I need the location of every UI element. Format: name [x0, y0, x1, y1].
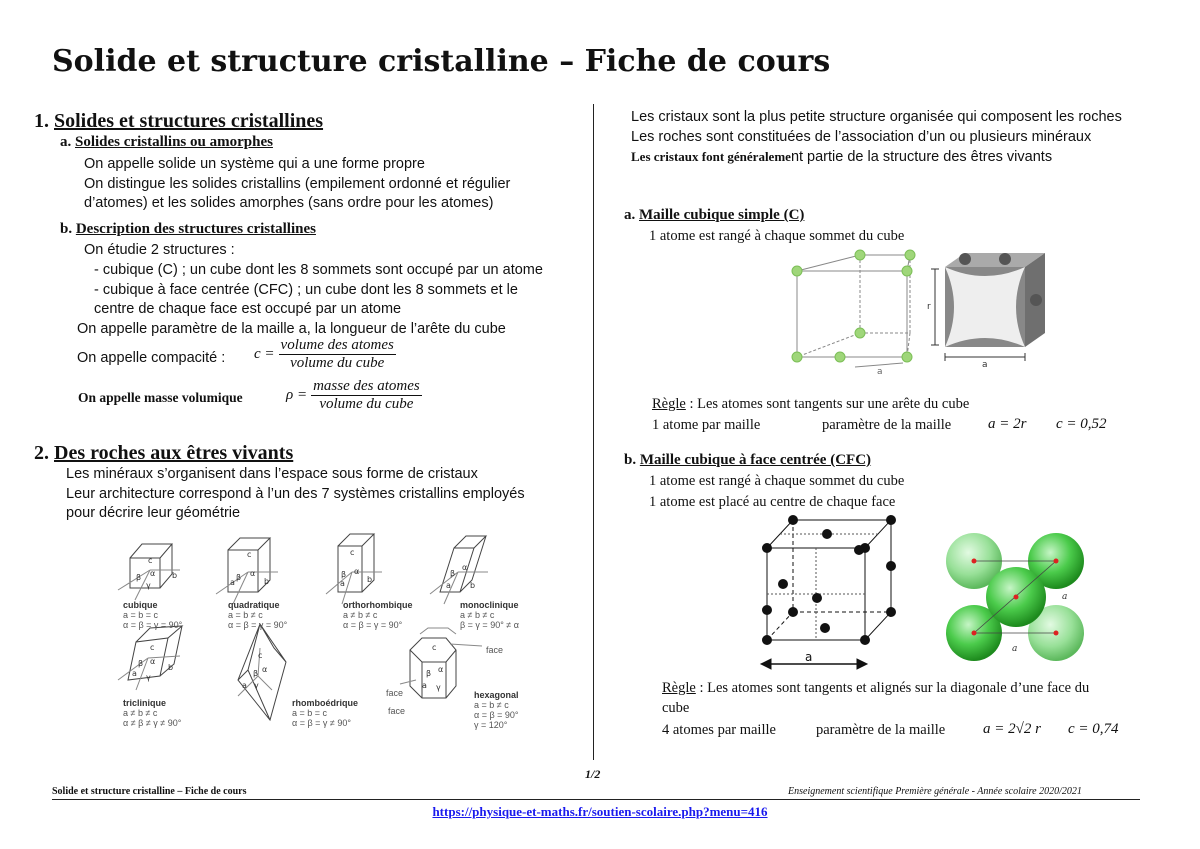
system-caption-monoclinique [460, 600, 519, 630]
hexagonal-cell-icon [400, 628, 482, 698]
edge-label-a: a [1012, 644, 1018, 654]
system-angles: β = γ = 90° ≠ α [460, 620, 519, 630]
svg-text:α: α [354, 567, 360, 576]
rule-label: Règle [662, 680, 696, 696]
system-lengths: a ≠ b ≠ c [123, 708, 158, 718]
section-2-heading [34, 442, 293, 465]
svg-text:c: c [258, 651, 263, 660]
quadratique-cell-icon [216, 538, 278, 604]
system-gamma: γ = 120° [474, 720, 508, 730]
section-1-title: Solides et structures cristallines [54, 110, 324, 132]
simple-param-label: paramètre de la maille [822, 417, 952, 433]
svg-text:γ: γ [254, 681, 259, 690]
section-2-number: 2. [34, 442, 49, 464]
subsection-1b-heading [60, 221, 316, 238]
text-line: d’atomes) et les solides amorphes (sans ordre pour les atomes) [84, 195, 494, 211]
svg-text:β: β [138, 659, 144, 668]
system-caption-quadratique [228, 600, 287, 630]
svg-text:a: a [340, 579, 345, 588]
footer-rule [52, 799, 1140, 800]
text-line: - cubique à face centrée (CFC) ; un cube dont les 8 sommets et le [94, 282, 518, 298]
simple-compacity: c = 0,52 [1056, 416, 1107, 432]
hexagonal-face-label: face [388, 706, 406, 716]
system-name: hexagonal [474, 690, 519, 700]
compacite-fraction [279, 337, 396, 372]
cubique-cell-icon [118, 544, 180, 600]
system-lengths: a = b ≠ c [474, 700, 509, 710]
text-line: centre de chaque face est occupé par un atome [94, 301, 402, 317]
simple-rule [652, 396, 969, 413]
system-angles: α = β = γ = 90° [228, 620, 288, 630]
fcc-rule-continued: cube [662, 700, 690, 716]
system-angles: α = β = 90° [474, 710, 519, 720]
footer-right-text: Enseignement scientifique Première générale - Année scolaire 2020/2021 [788, 786, 1082, 797]
svg-text:α: α [150, 657, 156, 666]
atom-dots [792, 250, 915, 362]
monoclinique-cell-icon [430, 536, 488, 604]
text-line: Les minéraux s’organisent dans l’espace sous forme de cristaux [66, 466, 478, 482]
intro-bold-part: Les cristaux font généraleme [631, 149, 791, 164]
svg-text:γ: γ [146, 673, 151, 682]
svg-text:β: β [236, 573, 242, 582]
hexagonal-face-label: face [486, 645, 504, 655]
column-divider [593, 104, 594, 760]
radius-label: r [927, 302, 931, 312]
svg-text:a: a [242, 681, 247, 690]
svg-text:α: α [438, 665, 444, 674]
svg-text:a: a [132, 669, 137, 678]
simple-param-formula: a = 2r [988, 416, 1027, 432]
edge-label-a: a [805, 650, 813, 664]
svg-text:c: c [148, 556, 153, 565]
fraction-numerator: masse des atomes [313, 378, 420, 394]
subsection-1a-text [84, 155, 510, 214]
section-1-heading [34, 110, 323, 133]
svg-text:c: c [350, 548, 355, 557]
system-name: triclinique [123, 698, 167, 708]
fraction-numerator: volume des atomes [280, 337, 394, 353]
text-line: pour décrire leur géométrie [66, 505, 241, 521]
system-angles: α = β = γ = 90° [123, 620, 183, 630]
system-name: rhomboédrique [292, 698, 359, 708]
text-line: Leur architecture correspond à l’un des 7 systèmes cristallins employés [66, 485, 525, 502]
section-1-number: 1. [34, 110, 49, 132]
system-lengths: a = b = c [123, 610, 159, 620]
system-caption-cubique [123, 600, 182, 630]
right-intro-line: Les roches sont constituées de l’association d’un ou plusieurs minéraux [631, 129, 1092, 145]
svg-text:b: b [168, 663, 174, 672]
edge-label-a: a [1062, 592, 1068, 602]
svg-text:α: α [262, 665, 268, 674]
svg-text:c: c [150, 643, 155, 652]
edge-label-a: a [982, 360, 988, 370]
svg-text:a: a [422, 681, 427, 690]
cfc-text-line: 1 atome est rangé à chaque sommet du cube [649, 473, 905, 489]
rule-text: : Les atomes sont tangents et alignés sur la diagonale d’une face du [695, 680, 1090, 696]
svg-text:α: α [250, 569, 256, 578]
subsection-b-number: b. [624, 452, 637, 468]
text-line: On appelle solide un système qui a une forme propre [84, 156, 425, 172]
system-name: cubique [123, 600, 158, 610]
svg-text:γ: γ [436, 683, 441, 692]
text-line: On distingue les solides cristallins (empilement ordonné et régulier [84, 175, 511, 192]
system-name: quadratique [228, 600, 280, 610]
compacite-symbol: c = [254, 346, 275, 362]
subsection-1a-number: a. [60, 134, 72, 150]
compacite-label: On appelle compacité : [77, 350, 226, 366]
system-angles: α = β = γ = 90° [343, 620, 403, 630]
svg-text:a: a [446, 581, 451, 590]
right-intro-line [631, 148, 1052, 168]
svg-text:a: a [230, 578, 235, 587]
fcc-param-label: paramètre de la maille [816, 722, 946, 738]
section-2-title: Des roches aux êtres vivants [54, 442, 294, 464]
simple-cubic-packing-image [925, 245, 1050, 370]
svg-text:β: β [426, 669, 432, 678]
system-lengths: a = b ≠ c [228, 610, 263, 620]
section-2-text [66, 465, 525, 524]
subsection-1a-title: Solides cristallins ou amorphes [75, 134, 273, 150]
subsection-a-heading [624, 207, 804, 224]
svg-text:b: b [367, 575, 373, 584]
system-angles: α ≠ β ≠ γ ≠ 90° [123, 718, 182, 728]
fraction-denominator: volume du cube [319, 396, 414, 412]
fraction-denominator: volume du cube [290, 355, 385, 371]
subsection-a-title: Maille cubique simple (C) [639, 207, 805, 223]
simple-atom-count: 1 atome par maille [652, 417, 761, 433]
subsection-a-number: a. [624, 207, 636, 223]
rule-text: : Les atomes sont tangents sur une arête du cube [685, 396, 970, 412]
svg-text:α: α [150, 569, 156, 578]
svg-text:γ: γ [146, 581, 151, 590]
compacite-formula [254, 337, 396, 372]
masse-fraction [311, 378, 422, 413]
subsection-1b-number: b. [60, 221, 73, 237]
hexagonal-face-label: face [386, 688, 404, 698]
cubic-simple-text: 1 atome est rangé à chaque sommet du cube [649, 228, 905, 244]
page-number: 1/2 [585, 767, 601, 781]
system-caption-orthorhombique [343, 600, 413, 630]
footer-left-text: Solide et structure cristalline – Fiche de cours [52, 786, 247, 797]
simple-cubic-diagram [785, 245, 925, 375]
svg-text:b: b [264, 577, 270, 586]
svg-text:c: c [247, 550, 252, 559]
fcc-param-formula: a = 2√2 r [983, 721, 1041, 737]
svg-text:β: β [253, 669, 259, 678]
page-title: Solide et structure cristalline – Fiche de cours [52, 44, 831, 79]
text-line: On appelle paramètre de la maille a, la longueur de l’arête du cube [77, 321, 506, 337]
system-name: orthorhombique [343, 600, 413, 610]
right-intro-line: Les cristaux sont la plus petite structure organisée qui composent les roches [631, 109, 1122, 125]
system-lengths: a ≠ b ≠ c [343, 610, 378, 620]
svg-text:α: α [462, 563, 468, 572]
system-angles: α = β = γ ≠ 90° [292, 718, 351, 728]
system-lengths: a ≠ b ≠ c [460, 610, 495, 620]
system-caption-triclinique [123, 698, 181, 728]
subsection-1a-heading [60, 134, 273, 151]
fcc-rule [662, 680, 1089, 697]
masse-label: On appelle masse volumique [78, 390, 243, 405]
svg-text:c: c [432, 643, 437, 652]
svg-text:b: b [470, 581, 476, 590]
text-line: On étudie 2 structures : [84, 242, 235, 258]
subsection-b-heading [624, 452, 871, 469]
fcc-compacity: c = 0,74 [1068, 721, 1119, 737]
svg-text:β: β [136, 573, 142, 582]
rule-label: Règle [652, 396, 686, 412]
system-caption-hexagonal [474, 690, 519, 730]
svg-text:b: b [172, 571, 178, 580]
fcc-cubic-diagram [755, 510, 905, 675]
atom-dots [762, 515, 896, 645]
system-caption-rhomboedrique [292, 698, 358, 728]
system-name: monoclinique [460, 600, 519, 610]
masse-symbol: ρ = [286, 387, 308, 403]
svg-text:β: β [341, 570, 347, 579]
masse-formula [286, 378, 422, 413]
intro-rest-part: nt partie de la structure des êtres vivants [790, 149, 1053, 165]
subsection-b-title: Maille cubique à face centrée (CFC) [639, 452, 872, 468]
fcc-atom-count: 4 atomes par maille [662, 722, 776, 738]
cfc-text-line: 1 atome est placé au centre de chaque face [649, 494, 896, 510]
fcc-sphere-packing-image [940, 525, 1100, 675]
subsection-1b-title: Description des structures cristallines [75, 221, 316, 237]
svg-text:β: β [450, 569, 456, 578]
edge-label-a: a [877, 367, 883, 375]
text-line: - cubique (C) ; un cube dont les 8 sommets sont occupé par un atome [94, 262, 543, 278]
system-lengths: a = b = c [292, 708, 328, 718]
footer-url-link[interactable]: https://physique-et-maths.fr/soutien-scolaire.php?menu=416 [432, 804, 768, 819]
